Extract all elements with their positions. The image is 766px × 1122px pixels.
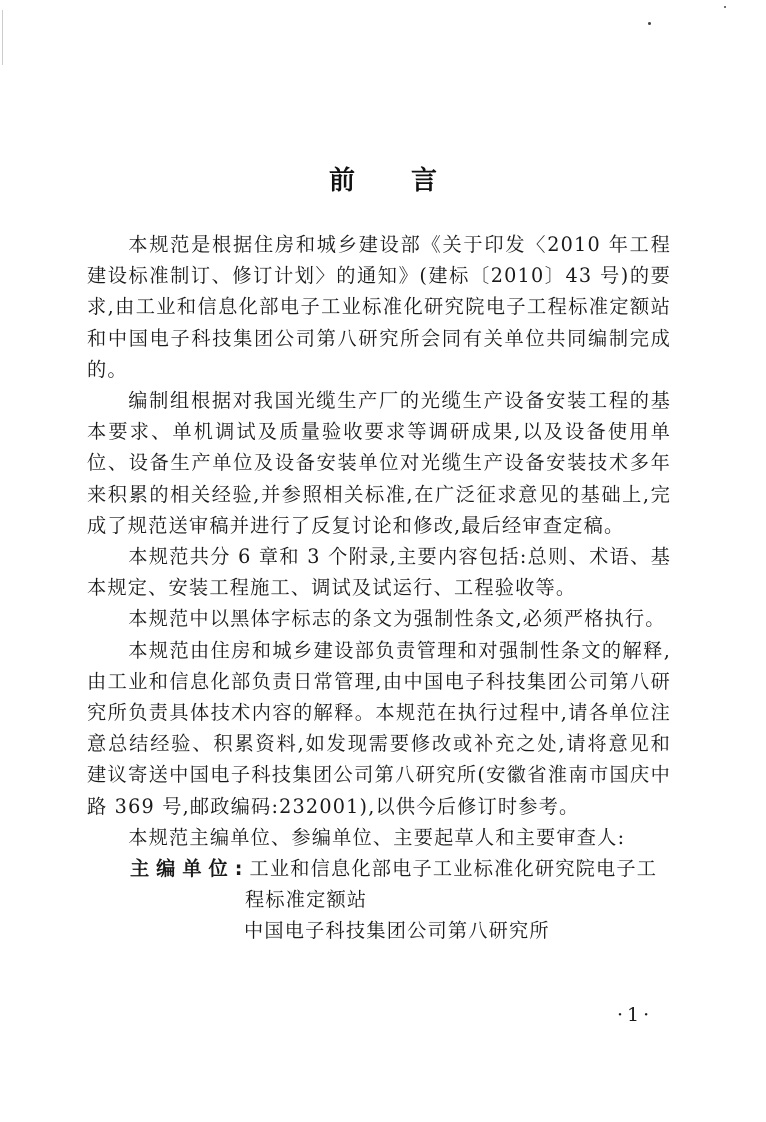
chief-editor-row [87, 853, 671, 884]
paragraph-contents: 本规范共分 6 章和 3 个附录,主要内容包括:总则、术语、基本规定、安装工程施工、调试及试运行、工程验收等。 [87, 545, 671, 600]
paragraph-management: 本规范由住房和城乡建设部负责管理和对强制性条文的解释,由工业和信息化部负责日常管理,由中国电子科技集团公司第八研究所负责具体技术内容的解释。本规范在执行过程中,请各单位注意总结经验、积累资料,如发现需要修改或补充之处,请将意见和建议寄送中国电子科技集团公司第八研究所(安徽省淮南市国庆中路 369 号,邮政编码:232001),以供今后修订时参考。 [87, 638, 671, 818]
scan-edge-mark [2, 10, 3, 65]
scan-speck [648, 22, 651, 25]
paragraph-basis: 本规范是根据住房和城乡建设部《关于印发〈2010 年工程建设标准制订、修订计划〉的通知》(建标〔2010〕43 号)的要求,由工业和信息化部电子工业标准化研究院电子工程标准定额站和中国电子科技集团公司第八研究所会同有关单位共同编制完成的。 [87, 233, 671, 381]
title-char-1: 前 [328, 166, 355, 196]
document-body [87, 229, 671, 947]
chief-editor-line2: 程标准定额站 [245, 888, 368, 912]
chief-editor-line2-row [87, 884, 671, 915]
page-title [0, 160, 766, 197]
chief-editor-line3-row [87, 915, 671, 946]
scan-speck [724, 6, 726, 8]
paragraph-editors-intro: 本规范主编单位、参编单位、主要起草人和主要审查人: [128, 825, 626, 849]
chief-editor-label: 主编单位: [130, 857, 250, 881]
paragraph-research: 编制组根据对我国光缆生产厂的光缆生产设备安装工程的基本要求、单机调试及质量验收要求等调研成果,以及设备使用单位、设备生产单位及设备安装单位对光缆生产设备安装技术多年来积累的相关经验,并参照相关标准,在广泛征求意见的基础上,完成了规范送审稿并进行了反复讨论和修改,最后经审查定稿。 [87, 389, 671, 537]
chief-editor-line3: 中国电子科技集团公司第八研究所 [244, 919, 550, 943]
paragraph-mandatory: 本规范中以黑体字标志的条文为强制性条文,必须严格执行。 [128, 607, 666, 631]
title-char-2: 言 [411, 166, 438, 196]
chief-editor-line1: 工业和信息化部电子工业标准化研究院电子工 [249, 857, 658, 881]
page-number: ·1· [617, 1004, 654, 1026]
